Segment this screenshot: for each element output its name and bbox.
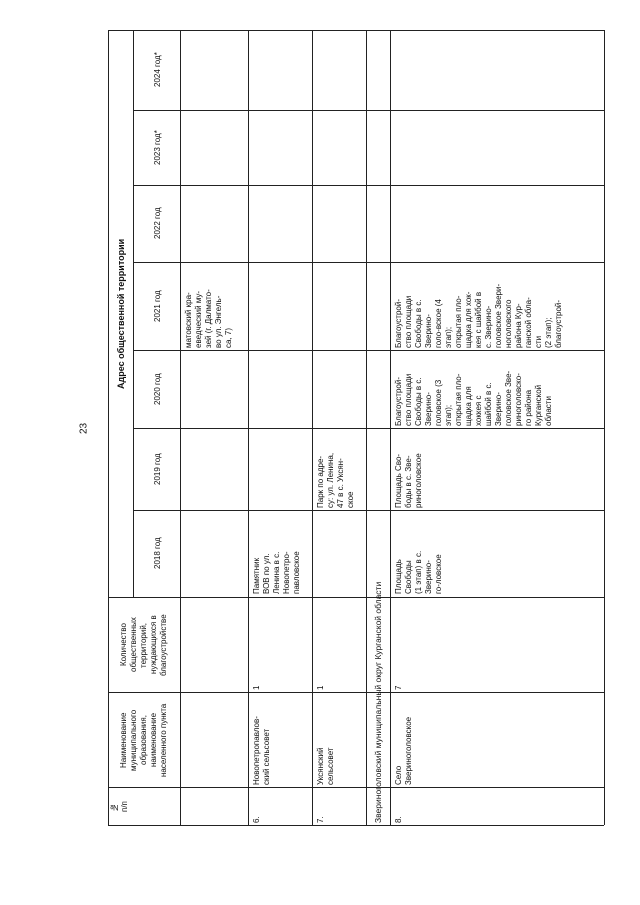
row-7-count: 1 — [316, 685, 325, 690]
row-8-count: 7 — [394, 685, 403, 690]
header-count: Количество общественных территорий, нуждающихся в благоустройстве — [119, 614, 168, 676]
page-number: 23 — [78, 422, 90, 434]
section-title: Звериноголовский муниципальный округ Курганской области — [373, 581, 383, 823]
row-8-num: 8. — [394, 816, 403, 823]
row-8-2018: Площадь Свободы (1 этап) в с. Зверино- го-ловское — [394, 550, 443, 594]
header-year-2024: 2024 год* — [153, 52, 162, 88]
header-year-2020: 2020 год — [153, 373, 162, 405]
row-8-2021: Благоустрой- ство площади Свободы в с. Зверино- голо-вское (4 этап); открытая пло- щадка для хок- кея с шайбой в с. Зверино- головское Звери- ноголовского района Кур- ганской обла- сти (2 этап); благоустрой- — [394, 283, 563, 348]
header-address: Адрес общественной территории — [116, 238, 126, 389]
header-num: № п/п — [110, 801, 129, 813]
row-6-count: 1 — [252, 685, 261, 690]
header-year-2023: 2023 год* — [153, 130, 162, 165]
row-8-name: Село Звериноголовское — [394, 716, 413, 785]
row-8-2019: Площадь Сво- боды в с. Зве- риноголовское — [394, 453, 423, 508]
header-year-2019: 2019 год — [153, 453, 162, 485]
row-7-name: Уксянский сельсовет — [316, 747, 335, 785]
header-year-2022: 2022 год — [153, 207, 162, 240]
row-6-2018: Памятник ВОВ по ул. Ленина в с. Новопетро- павловское — [252, 551, 301, 594]
row-6-name: Новопетропавлов- ский сельсовет — [252, 716, 271, 785]
row-7-2019: Парк по адре- су: ул. Ленина, 47 в с. Уксян- ское — [316, 452, 355, 508]
header-name: Наименование муниципального образования, наименование населенного пункта — [119, 703, 168, 777]
header-year-2018: 2018 год — [153, 537, 162, 569]
carry-over-2021: матовский кра- еведческий му- зей (г. Далмато- во ул. Энгель- са, 7) — [184, 289, 233, 348]
row-6-num: 6. — [252, 816, 261, 823]
row-7-num: 7. — [316, 816, 325, 823]
header-year-2021: 2021 год — [153, 290, 162, 322]
row-8-2020: Благоустрой- ство площади Свободы в с. Зверино- головское (3 этап); открытая пло- щадка для хоккея с шайбой в с. Зверино- головское Зве- риноголовско- го района Курганской области — [394, 370, 553, 426]
